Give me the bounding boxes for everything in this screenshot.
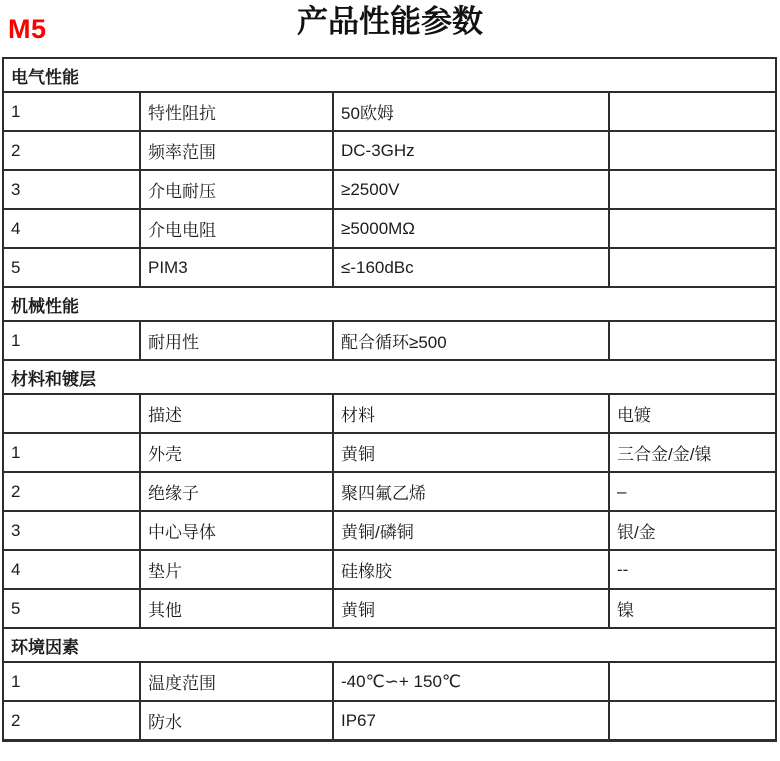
section-header-row bbox=[3, 628, 776, 662]
table-cell: – bbox=[609, 472, 776, 511]
table-row bbox=[3, 472, 776, 511]
table-cell: PIM3 bbox=[140, 248, 333, 287]
table-row bbox=[3, 92, 776, 131]
table-row bbox=[3, 550, 776, 589]
table-cell: 描述 bbox=[140, 394, 333, 433]
table-cell bbox=[609, 92, 776, 131]
table-cell bbox=[609, 701, 776, 741]
table-cell: 硅橡胶 bbox=[333, 550, 609, 589]
table-row bbox=[3, 662, 776, 701]
table-cell: 3 bbox=[3, 511, 140, 550]
table-row bbox=[3, 701, 776, 741]
table-row bbox=[3, 511, 776, 550]
table-cell: 50欧姆 bbox=[333, 92, 609, 131]
table-cell: 4 bbox=[3, 209, 140, 248]
table-cell: 1 bbox=[3, 321, 140, 360]
table-cell: 4 bbox=[3, 550, 140, 589]
table-cell: 垫片 bbox=[140, 550, 333, 589]
table-cell: 2 bbox=[3, 472, 140, 511]
table-cell: 聚四氟乙烯 bbox=[333, 472, 609, 511]
table-cell bbox=[609, 131, 776, 170]
table-row bbox=[3, 209, 776, 248]
table-row bbox=[3, 170, 776, 209]
table-cell: 5 bbox=[3, 589, 140, 628]
table-cell: 配合循环≥500 bbox=[333, 321, 609, 360]
table-cell: 黄铜 bbox=[333, 589, 609, 628]
table-row bbox=[3, 433, 776, 472]
table-cell: 镍 bbox=[609, 589, 776, 628]
table-cell bbox=[609, 321, 776, 360]
table-cell: 介电耐压 bbox=[140, 170, 333, 209]
table-cell: 材料 bbox=[333, 394, 609, 433]
table-cell bbox=[609, 248, 776, 287]
table-cell bbox=[609, 170, 776, 209]
table-cell: 1 bbox=[3, 662, 140, 701]
table-cell: DC-3GHz bbox=[333, 131, 609, 170]
table-cell: 绝缘子 bbox=[140, 472, 333, 511]
table-cell: 黄铜/磷铜 bbox=[333, 511, 609, 550]
table-cell: 2 bbox=[3, 131, 140, 170]
table-cell: 1 bbox=[3, 92, 140, 131]
table-cell: IP67 bbox=[333, 701, 609, 741]
table-cell: 中心导体 bbox=[140, 511, 333, 550]
section-title: 环境因素 bbox=[3, 628, 776, 662]
table-cell: 外壳 bbox=[140, 433, 333, 472]
table-row bbox=[3, 394, 776, 433]
section-title: 材料和镀层 bbox=[3, 360, 776, 394]
table-cell: 2 bbox=[3, 701, 140, 741]
spec-table bbox=[2, 57, 777, 742]
table-row bbox=[3, 248, 776, 287]
table-cell: 3 bbox=[3, 170, 140, 209]
table-cell: 耐用性 bbox=[140, 321, 333, 360]
table-row bbox=[3, 589, 776, 628]
table-cell bbox=[3, 394, 140, 433]
table-cell: 其他 bbox=[140, 589, 333, 628]
table-cell: 三合金/金/镍 bbox=[609, 433, 776, 472]
table-cell bbox=[609, 209, 776, 248]
section-header-row bbox=[3, 360, 776, 394]
table-cell: 1 bbox=[3, 433, 140, 472]
table-cell: -- bbox=[609, 550, 776, 589]
table-cell: 防水 bbox=[140, 701, 333, 741]
table-row bbox=[3, 321, 776, 360]
table-cell: 特性阻抗 bbox=[140, 92, 333, 131]
section-title: 电气性能 bbox=[3, 58, 776, 92]
section-title: 机械性能 bbox=[3, 287, 776, 321]
section-header-row bbox=[3, 58, 776, 92]
table-cell: 黄铜 bbox=[333, 433, 609, 472]
table-cell: 频率范围 bbox=[140, 131, 333, 170]
spec-table-body bbox=[3, 58, 776, 741]
model-label: M5 bbox=[8, 14, 47, 44]
section-header-row bbox=[3, 287, 776, 321]
table-cell: ≤-160dBc bbox=[333, 248, 609, 287]
table-cell: ≥5000MΩ bbox=[333, 209, 609, 248]
table-row bbox=[3, 131, 776, 170]
page-title: 产品性能参数 bbox=[297, 4, 483, 39]
table-cell: 电镀 bbox=[609, 394, 776, 433]
table-cell: ≥2500V bbox=[333, 170, 609, 209]
table-cell bbox=[609, 662, 776, 701]
table-cell: 5 bbox=[3, 248, 140, 287]
table-cell: 温度范围 bbox=[140, 662, 333, 701]
table-cell: -40℃∽+ 150℃ bbox=[333, 662, 609, 701]
table-cell: 介电电阻 bbox=[140, 209, 333, 248]
table-cell: 银/金 bbox=[609, 511, 776, 550]
